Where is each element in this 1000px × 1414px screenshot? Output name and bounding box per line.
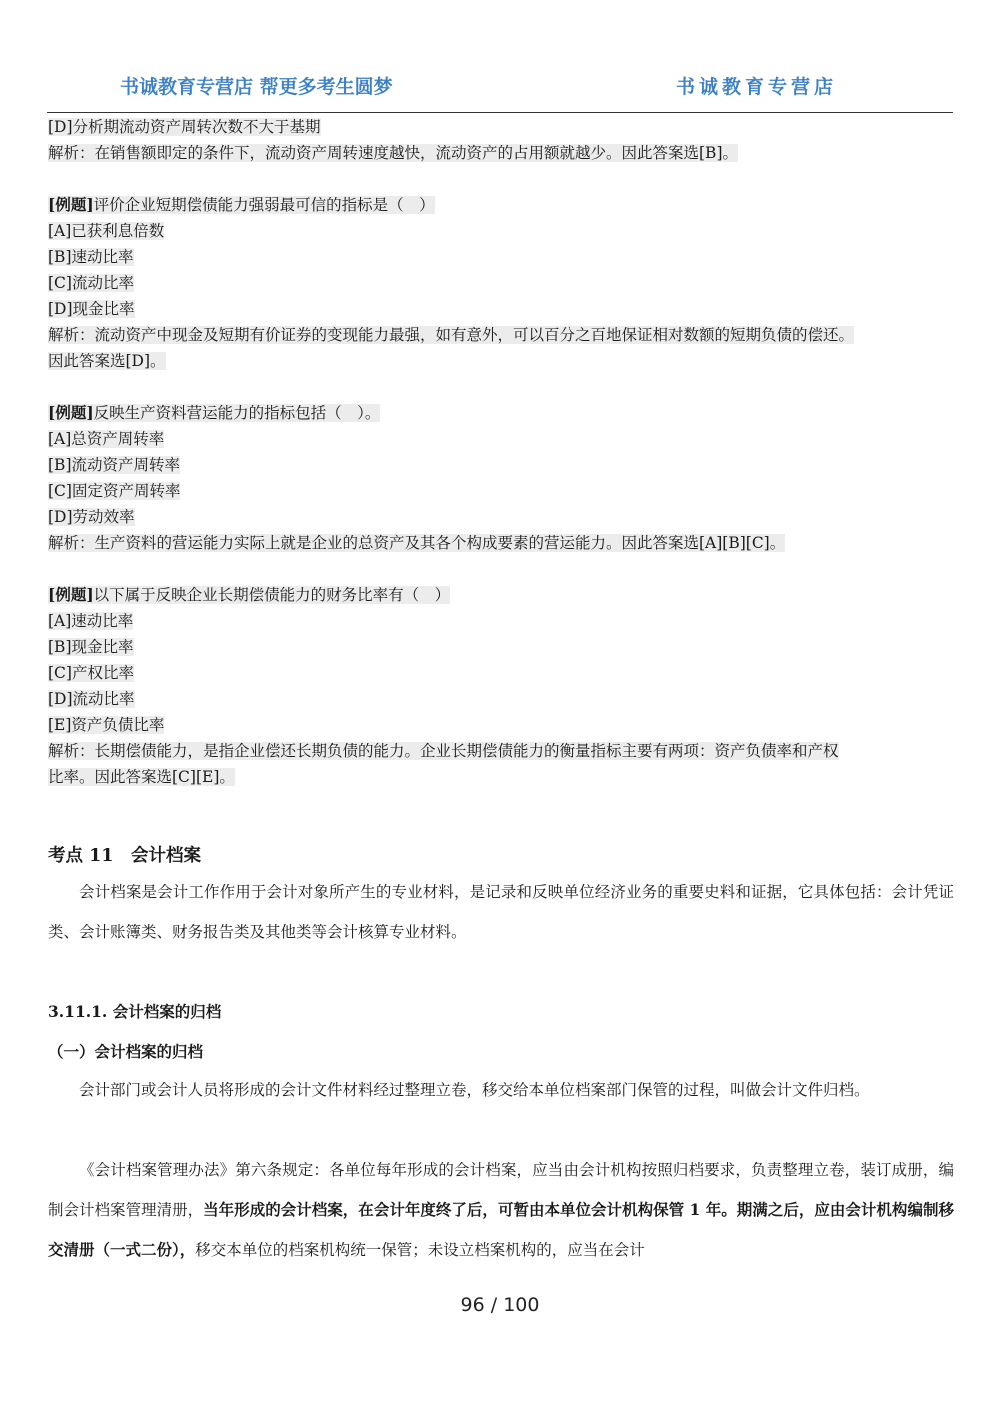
archive-paragraph-1: 会计部门或会计人员将形成的会计文件材料经过整理立卷，移交给本单位档案部门保管的过程，叫做会计文件归档。: [79, 1081, 870, 1099]
current-page: 96: [460, 1294, 485, 1316]
q3-analysis: 解析：长期偿债能力，是指企业偿还长期负债的能力。企业长期偿债能力的衡量指标主要有两项：资产负债率和产权: [48, 742, 839, 760]
q1-tag: [例题]: [48, 195, 94, 214]
archive-paragraph-2: [48, 1150, 954, 1270]
q2-stem: 反映生产资料营运能力的指标包括（ ）。: [93, 404, 381, 422]
header-left-title: 书诚教育专营店 帮更多考生圆梦: [120, 76, 393, 98]
q3-option: [C]产权比率: [48, 664, 134, 682]
q1-analysis-cont: 因此答案选[D]。: [48, 352, 166, 370]
q3-option: [A]速动比率: [48, 612, 134, 630]
q2-option: [C]固定资产周转率: [48, 482, 181, 500]
q3-analysis-cont: 比率。因此答案选[C][E]。: [48, 768, 235, 786]
subsection-heading: 3.11.1. 会计档案的归档: [48, 1002, 222, 1021]
q1-stem: 评价企业短期偿债能力强弱最可信的指标是（ ）: [93, 196, 435, 214]
q3-option: [E]资产负债比率: [48, 716, 165, 734]
section-title: 考点 11 会计档案: [48, 846, 201, 866]
q2-option: [D]劳动效率: [48, 508, 135, 526]
q3-option: [D]流动比率: [48, 690, 135, 708]
exercise-block: [48, 114, 954, 790]
archive-paragraph-2-bold: 当年形成的会计档案，在会计年度终了后，可暂由本单位会计机构保管 1 年。期满之后，应由会计机构编制移交清册（一式二份），: [48, 1200, 954, 1259]
q3-tag: [例题]: [48, 585, 94, 604]
page-number: [0, 1294, 1000, 1316]
q3-stem: 以下属于反映企业长期偿债能力的财务比率有（ ）: [93, 586, 451, 604]
header-divider: [47, 112, 953, 113]
page-separator: /: [484, 1294, 504, 1316]
q1-option: [C]流动比率: [48, 274, 134, 292]
q1-option: [D]现金比率: [48, 300, 135, 318]
q2-option: [B]流动资产周转率: [48, 456, 180, 474]
archive-paragraph-2-end: 移交本单位的档案机构统一保管；未设立档案机构的，应当在会计: [195, 1241, 645, 1259]
archive-paragraph-2-start: 《会计档案管理办法》第六条规定：各单位每年形成的会计档案，应当由会计机构按照归档要求，负责整理立卷，装订成册，编制会计档案管理清册，: [48, 1161, 954, 1219]
header-right-title: 书诚教育专营店: [676, 76, 838, 98]
total-pages: 100: [503, 1294, 540, 1316]
q2-option: [A]总资产周转率: [48, 430, 165, 448]
q3-option: [B]现金比率: [48, 638, 134, 656]
q1-option: [B]速动比率: [48, 248, 134, 266]
q1-analysis: 解析：流动资产中现金及短期有价证券的变现能力最强，如有意外，可以百分之百地保证相对数额的短期负债的偿还。: [48, 326, 855, 344]
q1-option: [A]已获利息倍数: [48, 222, 165, 240]
subsection-subheading: （一）会计档案的归档: [48, 1042, 204, 1061]
q2-tag: [例题]: [48, 403, 94, 422]
section-intro: 会计档案是会计工作作用于会计对象所产生的专业材料，是记录和反映单位经济业务的重要史料和证据，它具体包括：会计凭证类、会计账簿类、财务报告类及其他类等会计核算专业材料。: [48, 883, 954, 941]
q2-analysis: 解析：生产资料的营运能力实际上就是企业的总资产及其各个构成要素的营运能力。因此答案选[A][B][C]。: [48, 534, 786, 552]
prev-analysis: 解析：在销售额即定的条件下，流动资产周转速度越快，流动资产的占用额就越少。因此答案选[B]。: [48, 144, 738, 162]
prev-option-d: [D]分析期流动资产周转次数不大于基期: [48, 118, 321, 136]
